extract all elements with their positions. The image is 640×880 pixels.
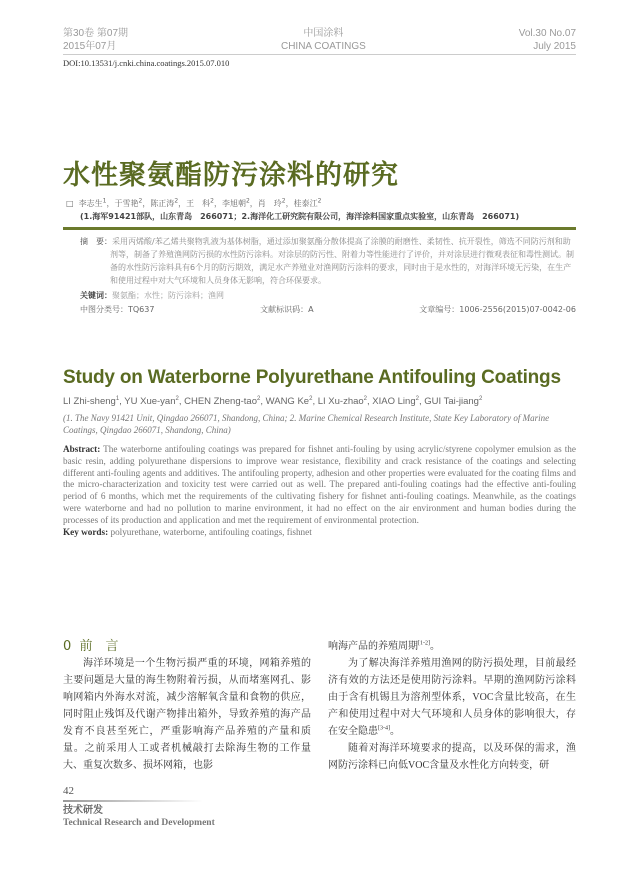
page-number: 42 xyxy=(63,785,74,798)
journal-issue: 第30卷 第07期 2015年07月 xyxy=(63,28,129,52)
author: XIAO Ling$^2$ xyxy=(372,395,419,407)
author: 于雪艳$^2$ xyxy=(114,197,143,208)
article-number: 文章编号：1006-2556(2015)07-0042-06 xyxy=(419,305,576,314)
author: 桂泰江$^2$ xyxy=(293,197,322,208)
classification-row xyxy=(80,303,576,316)
document-code: 文献标识码：A xyxy=(260,305,314,314)
author: 王 科$^2$ xyxy=(186,197,214,208)
footer-section-en: Technical Research and Development xyxy=(63,818,215,829)
running-header xyxy=(63,27,576,53)
title-en: Study on Waterborne Polyurethane Antifouling Coatings xyxy=(63,367,561,388)
body-right: 响海产品的养殖周期[1-2]。 为了解决海洋养殖用渔网的防污损处理，目前最经济有效的方法还是使用防污涂料。早期的渔网防污涂料由于含有机锡且为溶剂型体系，VOC含量比较高，在生产和使用过程中对大气环境和人员身体的影响很大，存在安全隐患[3-4]。 随着对海洋环境要求的提高，以及环保的需求，渔网防污涂料已向低VOC含量及水性化方向转变，研 xyxy=(328,641,576,772)
abstract-cn: 摘 要：采用丙烯酸/苯乙烯共聚物乳液为基体树脂，通过添加聚氨酯分散体提高了涂膜的耐磨性、柔韧性、抗开裂性，筛选不同防污剂和助剂等，制备了养殖渔网防污损的水性防污涂料。对涂层的防污性、附着力等性能进行了评价，并对涂层进行微观表征和毒性测试。制备的水性防污涂料具有6个月的防污期效，满足水产养殖业对渔网防污涂料的要求，同时由于是水性的，对海洋环境无污染，在生产和使用过程中对大气环境和人员身体无影响，符合环保要求。 xyxy=(80,237,574,285)
footer xyxy=(63,784,576,829)
author: YU Xue-yan$^2$ xyxy=(124,395,179,407)
authors-en: LI Zhi-sheng$^1$, YU Xue-yan$^2$, CHEN Zheng-tao$^2$, WANG Ke$^2$, LI Xu-zhao$^2$, XIAO Ling$^2$, GUI Tai-jiang$^2$ xyxy=(63,395,483,407)
chinese-front-matter xyxy=(63,235,576,316)
authors-cn: □ 李志生$^1$，于雪艳$^2$，陈正涛$^2$，王 科$^2$，李旭朝$^2$，肖 玲$^2$，桂泰江$^2$ xyxy=(66,197,322,208)
section-heading: 0 前 言 xyxy=(63,639,119,655)
author: 肖 玲$^2$ xyxy=(257,197,286,208)
title-cn: 水性聚氨酯防污涂料的研究 xyxy=(63,160,399,191)
author: CHEN Zheng-tao$^2$ xyxy=(184,395,261,407)
footer-section-cn: 技术研发 xyxy=(63,805,103,817)
author: GUI Tai-jiang$^2$ xyxy=(424,395,483,407)
abstract-en: Abstract: The waterborne antifouling coatings was prepared for fishnet anti-fouling by using acrylic/styrene copolymer emulsion as the basic resin, adding polyurethane dispersions to improve wear resistance, flexibility and crack resistance of the coatings and selecting different anti-fouling agents and additives. The antifouling property, adhesion and other properties were evaluated for the coating films and the micro-characterization and toxicity test were carried out as well. The prepared anti-fouling coatings had the effective anti-fouling period of 6 months, which met the requirements of the cultivating fishery for fishnet anti-fouling coatings. Meanwhile, as the coatings were waterborne and had no pollution to marine environment, it had no effect on the air environment and human bodies during the processes of its production and application and met the requirement of environmental protection. Key words: polyurethane, waterborne, antifouling coatings, fishnet xyxy=(63,444,576,537)
header-divider xyxy=(63,54,576,55)
author: 李志生$^1$ xyxy=(78,197,107,208)
author: WANG Ke$^2$ xyxy=(265,395,313,407)
author: LI Zhi-sheng$^1$ xyxy=(63,395,120,407)
footer-divider xyxy=(63,800,203,802)
page xyxy=(63,0,576,845)
doi: DOI:10.13531/j.cnki.china.coatings.2015.07.010 xyxy=(63,58,230,68)
class-number: 中图分类号：TQ637 xyxy=(80,305,155,314)
journal-name: 中国涂料 CHINA COATINGS xyxy=(280,28,366,52)
author: 陈正涛$^2$ xyxy=(150,197,179,208)
body-columns xyxy=(63,638,576,774)
author: LI Xu-zhao$^2$ xyxy=(317,395,368,407)
author: 李旭朝$^2$ xyxy=(221,197,250,208)
body-left: 海洋环境是一个生物污损严重的环境，网箱养殖的主要问题是大量的海生物附着污损，从而堵塞网孔、影响网箱内外海水对流，减少溶解氧含量和食物的供应，同时阻止残饵及代谢产物排出箱外，导致养殖的海产品发育不良甚至死亡，严重影响海产品养殖的产量和质量。之前采用人工或者机械敲打去除海生物的工作量大、重复次数多、损坏网箱，也影 xyxy=(63,658,311,772)
journal-volume: Vol.30 No.07 July 2015 xyxy=(518,28,576,52)
title-divider xyxy=(63,227,576,230)
body-left-column xyxy=(63,638,311,774)
affiliation-en: (1. The Navy 91421 Unit, Qingdao 266071, Shandong, China; 2. Marine Chemical Research Institute, State Key Laboratory of Marine Coatings, Qingdao 266071, Shandong, China) xyxy=(63,413,550,435)
affiliation-cn: (1.海军91421部队，山东青岛 266071；2.海洋化工研究院有限公司，海洋涂料国家重点实验室，山东青岛 266071) xyxy=(80,212,520,221)
keywords-cn: 关键词：聚氨酯；水性；防污涂料；渔网 xyxy=(80,291,224,300)
